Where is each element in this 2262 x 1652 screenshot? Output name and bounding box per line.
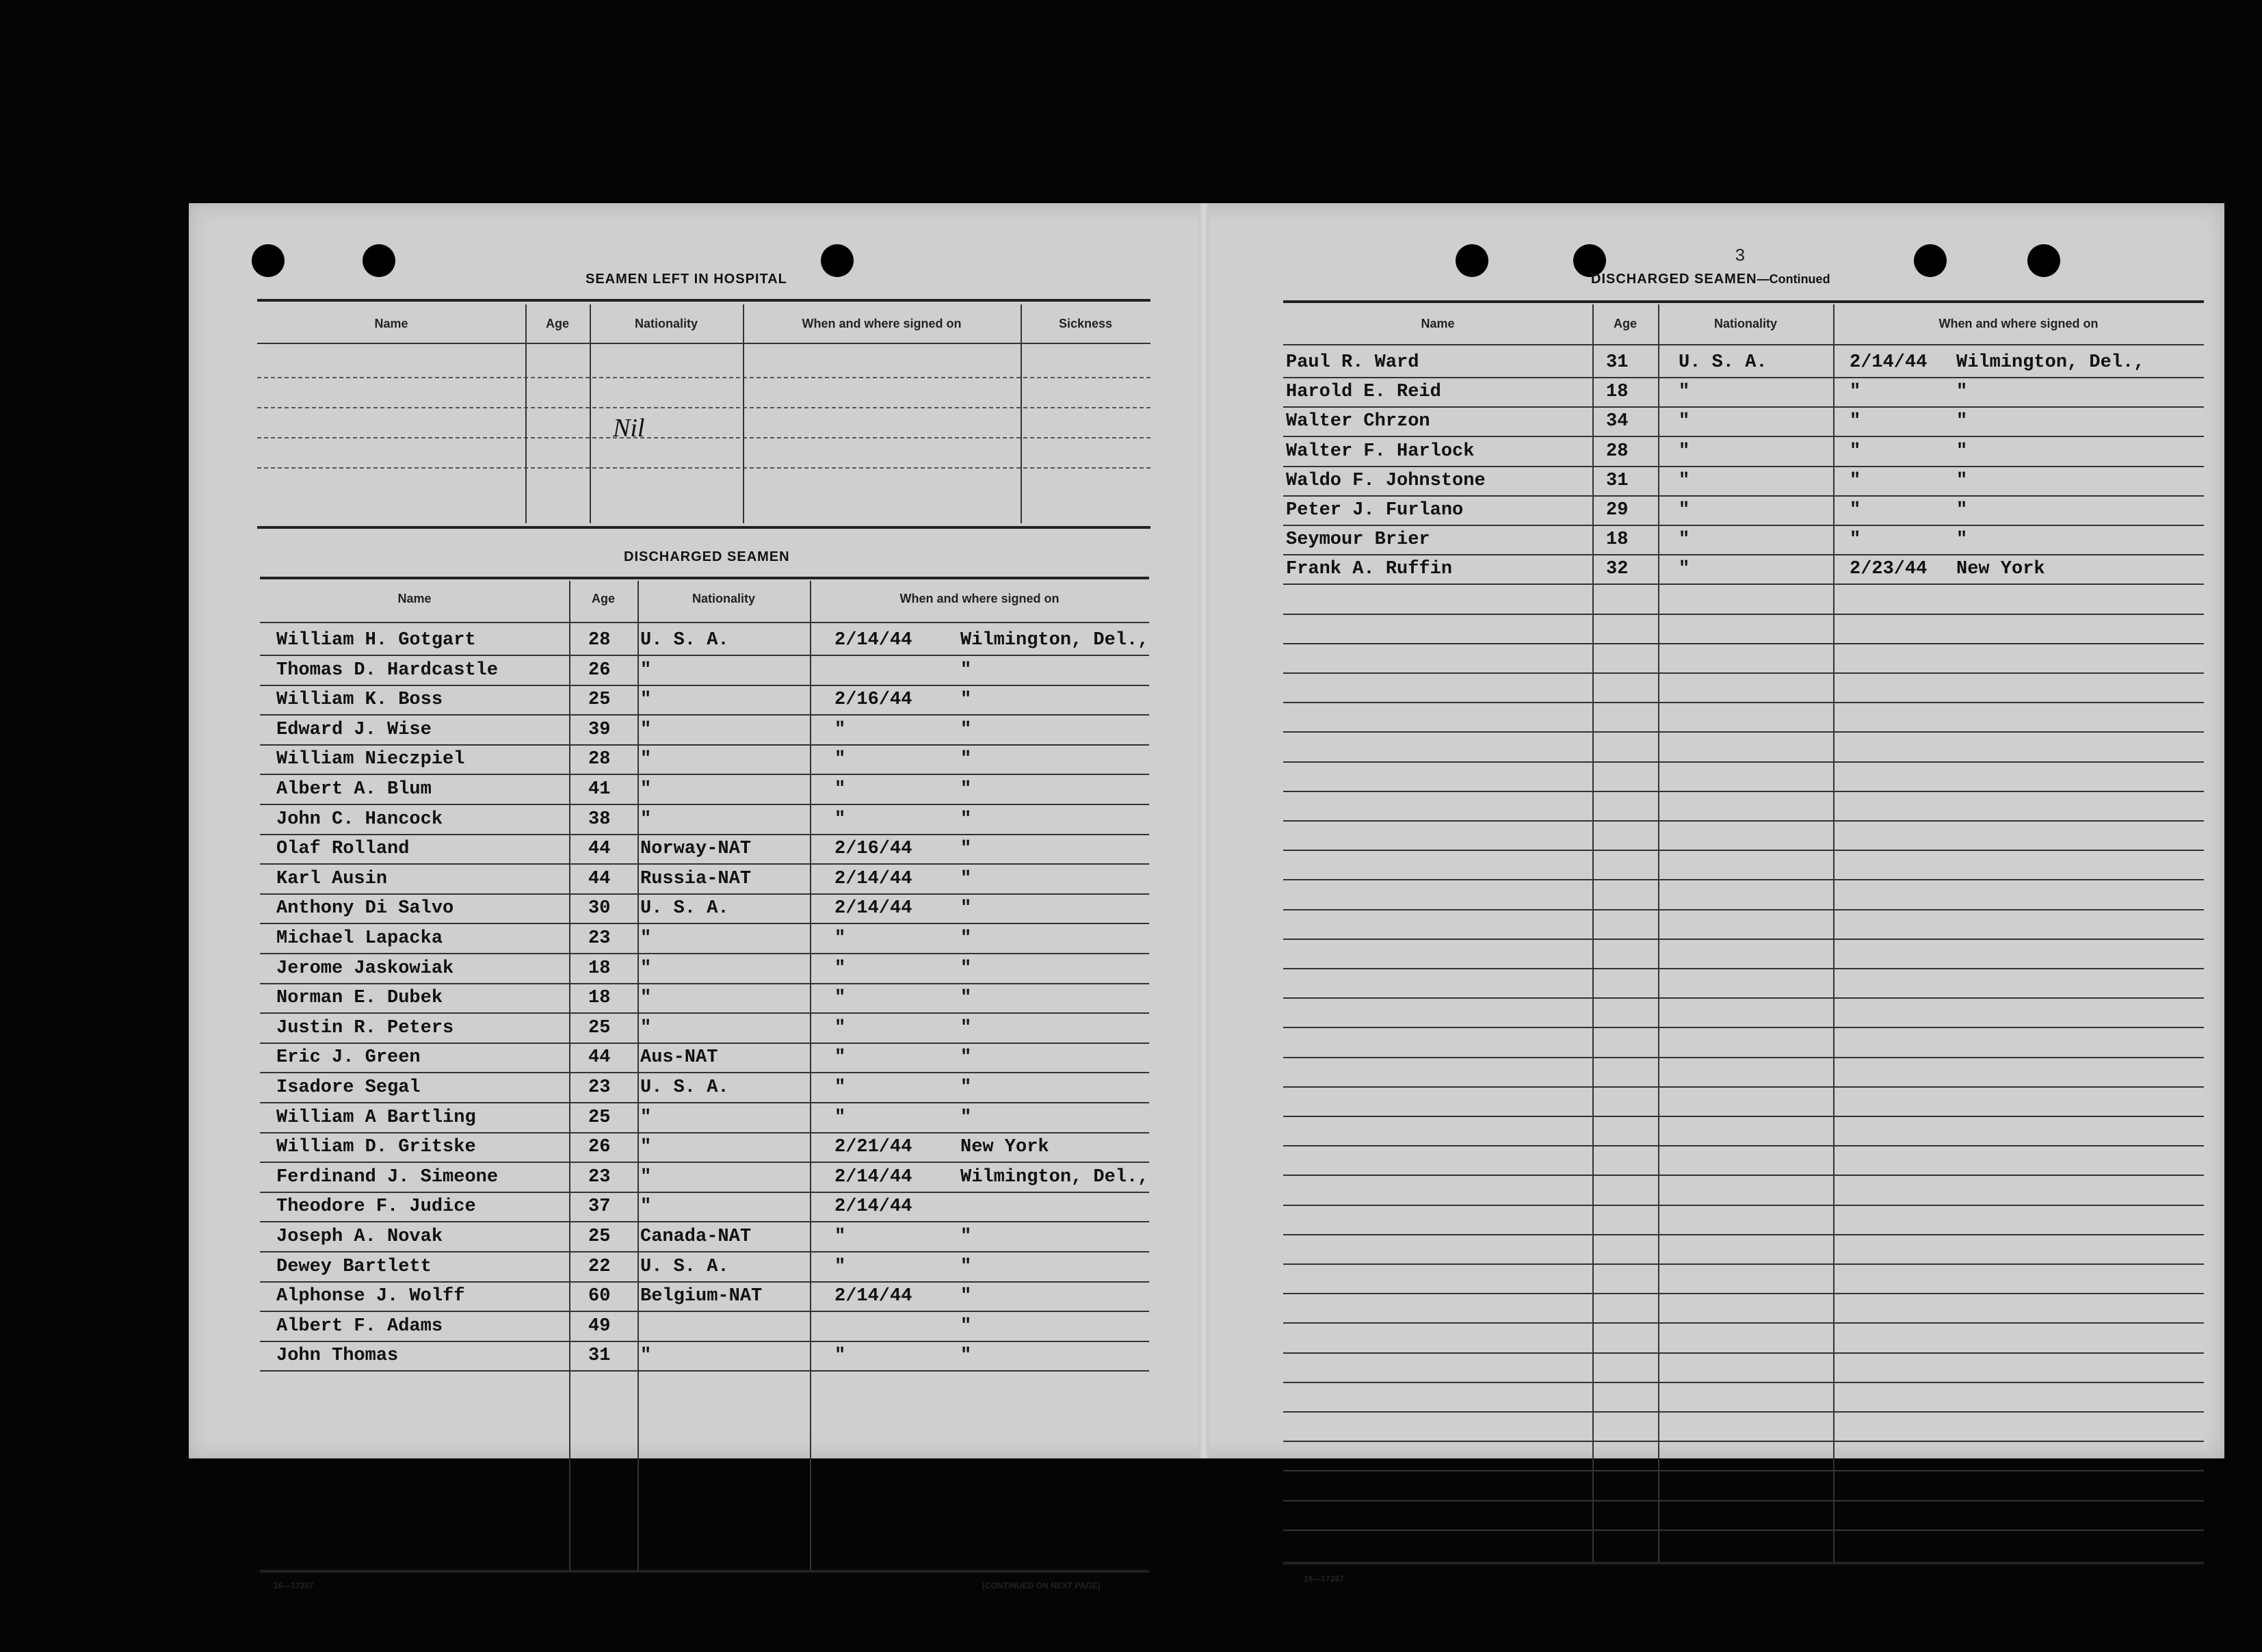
row-rule <box>1283 377 2204 378</box>
seaman-nationality: Canada-NAT <box>640 1227 752 1247</box>
seaman-age: 37 <box>588 1196 611 1218</box>
column-rule <box>1833 304 1834 1563</box>
signed-on-place: " <box>1956 470 1968 491</box>
signed-on-place: " <box>1956 500 1968 521</box>
hospital-header-age: Age <box>545 317 569 330</box>
seaman-nationality: " <box>640 1017 652 1038</box>
seaman-nationality: Belgium-NAT <box>640 1286 763 1307</box>
row-rule <box>1283 702 2204 703</box>
seaman-age: 26 <box>588 1137 611 1158</box>
seaman-name: Theodore F. Judice <box>276 1196 476 1218</box>
discharged-section-title: DISCHARGED SEAMEN <box>624 549 790 564</box>
seaman-age: 28 <box>588 749 611 770</box>
seaman-age: 44 <box>588 1047 611 1068</box>
seaman-nationality: " <box>640 779 652 800</box>
seaman-nationality: U. S. A. <box>640 1077 729 1098</box>
seaman-age: 41 <box>588 779 611 800</box>
hospital-header-nationality: Nationality <box>634 317 698 330</box>
row-rule <box>260 1341 1149 1342</box>
seaman-name: Anthony Di Salvo <box>276 898 454 919</box>
row-rule <box>1283 1057 2204 1058</box>
seaman-name: Albert A. Blum <box>276 779 432 800</box>
seaman-name: William Nieczpiel <box>276 749 465 770</box>
signed-on-place: " <box>960 1315 972 1337</box>
seaman-name: Olaf Rolland <box>276 839 410 860</box>
discharged-continued-title-main: DISCHARGED SEAMEN <box>1591 272 1757 287</box>
signed-on-place: " <box>1956 529 1968 551</box>
row-rule <box>260 923 1149 924</box>
signed-on-date: " <box>834 779 846 800</box>
signed-on-place: " <box>960 839 972 860</box>
right-header-age: Age <box>1613 317 1637 330</box>
signed-on-place: " <box>960 1047 972 1068</box>
seaman-nationality: U. S. A. <box>1679 352 1767 373</box>
signed-on-date: " <box>834 749 846 770</box>
table-rule <box>257 437 1150 438</box>
column-rule <box>590 304 591 523</box>
seaman-name: Ferdinand J. Simeone <box>276 1166 499 1188</box>
seaman-age: 25 <box>588 690 611 711</box>
signed-on-date: 2/14/44 <box>834 1196 912 1218</box>
row-rule <box>260 744 1149 746</box>
signed-on-date: " <box>834 1107 846 1128</box>
row-rule <box>1283 1500 2204 1502</box>
seaman-nationality: " <box>640 988 652 1009</box>
row-rule <box>260 685 1149 686</box>
signed-on-date: " <box>834 809 846 830</box>
seaman-nationality: " <box>640 958 652 979</box>
punch-hole <box>252 244 285 277</box>
signed-on-place: " <box>960 1227 972 1247</box>
signed-on-date: 2/14/44 <box>834 868 912 889</box>
seaman-name: Walter F. Harlock <box>1286 441 1475 462</box>
seaman-nationality: Aus-NAT <box>640 1047 718 1068</box>
seaman-age: 26 <box>588 659 611 681</box>
signed-on-place: " <box>960 928 972 949</box>
column-rule <box>743 304 744 523</box>
seaman-nationality: " <box>640 1196 652 1218</box>
seaman-nationality: Russia-NAT <box>640 868 752 889</box>
signed-on-place: " <box>960 809 972 830</box>
signed-on-place: " <box>960 690 972 711</box>
row-rule <box>1283 1530 2204 1531</box>
right-header-signed-on: When and where signed on <box>1938 317 2099 330</box>
seaman-name: Eric J. Green <box>276 1047 421 1068</box>
row-rule <box>260 953 1149 954</box>
signed-on-place: " <box>1956 441 1968 462</box>
row-rule <box>260 1102 1149 1103</box>
signed-on-date: " <box>834 958 846 979</box>
row-rule <box>1283 466 2204 467</box>
signed-on-place: " <box>960 749 972 770</box>
seaman-age: 18 <box>588 988 611 1009</box>
seaman-age: 18 <box>1606 382 1629 403</box>
seaman-name: Karl Ausin <box>276 868 388 889</box>
row-rule <box>1283 643 2204 644</box>
signed-on-place: " <box>960 1346 972 1367</box>
signed-on-place: Wilmington, Del., <box>960 1166 1149 1188</box>
seaman-name: Walter Chrzon <box>1286 411 1430 432</box>
column-rule <box>1021 304 1022 523</box>
column-rule <box>810 581 811 1571</box>
page-number: 3 <box>1735 246 1746 266</box>
seaman-nationality: " <box>640 928 652 949</box>
seaman-name: Justin R. Peters <box>276 1017 454 1038</box>
seaman-age: 60 <box>588 1286 611 1307</box>
row-rule <box>1283 1441 2204 1442</box>
seaman-nationality: " <box>640 659 652 681</box>
table-rule <box>257 467 1150 469</box>
seaman-age: 31 <box>1606 352 1629 373</box>
table-rule <box>260 577 1149 579</box>
seaman-name: Edward J. Wise <box>276 719 432 740</box>
table-rule <box>1283 1562 2204 1564</box>
table-rule <box>1283 344 2204 345</box>
signed-on-place: " <box>1956 411 1968 432</box>
seaman-name: Isadore Segal <box>276 1077 421 1098</box>
discharged-header-nationality: Nationality <box>692 592 755 605</box>
signed-on-place: " <box>960 1286 972 1307</box>
seaman-name: John C. Hancock <box>276 809 443 830</box>
discharged-continued-title-suffix: —Continued <box>1757 272 1830 286</box>
signed-on-date: " <box>834 988 846 1009</box>
seaman-age: 30 <box>588 898 611 919</box>
seaman-nationality: " <box>1679 382 1690 403</box>
seaman-nationality: U. S. A. <box>640 630 729 651</box>
seaman-name: William K. Boss <box>276 690 443 711</box>
row-rule <box>260 774 1149 775</box>
seaman-age: 18 <box>588 958 611 979</box>
punch-hole <box>2027 244 2060 277</box>
seaman-name: Alphonse J. Wolff <box>276 1286 465 1307</box>
row-rule <box>1283 1234 2204 1235</box>
punch-hole <box>1914 244 1947 277</box>
table-rule <box>257 299 1150 302</box>
seaman-age: 49 <box>588 1315 611 1337</box>
seaman-nationality: " <box>640 1107 652 1128</box>
row-rule <box>260 893 1149 895</box>
seaman-nationality: U. S. A. <box>640 898 729 919</box>
punch-hole <box>821 244 854 277</box>
hospital-header-signed-on: When and where signed on <box>802 317 962 330</box>
row-rule <box>260 983 1149 984</box>
discharged-header-age: Age <box>591 592 615 605</box>
table-rule <box>1283 300 2204 303</box>
row-rule <box>260 1192 1149 1193</box>
row-rule <box>1283 495 2204 497</box>
table-rule <box>257 343 1150 344</box>
column-rule <box>637 581 639 1571</box>
seaman-nationality: " <box>640 809 652 830</box>
seaman-nationality: " <box>1679 559 1690 580</box>
seaman-age: 44 <box>588 839 611 860</box>
signed-on-place: " <box>960 659 972 681</box>
hospital-header-sickness: Sickness <box>1058 317 1113 330</box>
row-rule <box>1283 436 2204 437</box>
right-header-nationality: Nationality <box>1713 317 1777 330</box>
seaman-nationality: " <box>640 1346 652 1367</box>
signed-on-date: 2/16/44 <box>834 839 912 860</box>
table-rule <box>257 377 1150 378</box>
row-rule <box>260 1221 1149 1222</box>
signed-on-date: " <box>834 1077 846 1098</box>
row-rule <box>260 863 1149 865</box>
signed-on-place: " <box>960 779 972 800</box>
signed-on-date: 2/14/44 <box>1850 352 1928 373</box>
signed-on-place: " <box>960 1017 972 1038</box>
seaman-name: Jerome Jaskowiak <box>276 958 454 979</box>
seaman-name: Norman E. Dubek <box>276 988 443 1009</box>
table-rule <box>257 407 1150 408</box>
row-rule <box>1283 731 2204 733</box>
row-rule <box>260 834 1149 835</box>
signed-on-date: 2/14/44 <box>834 1166 912 1188</box>
row-rule <box>1283 1411 2204 1413</box>
signed-on-place: " <box>960 719 972 740</box>
seaman-age: 29 <box>1606 500 1629 521</box>
punch-hole <box>363 244 395 277</box>
row-rule <box>1283 554 2204 555</box>
column-rule <box>1592 304 1594 1563</box>
seaman-age: 28 <box>1606 441 1629 462</box>
row-rule <box>260 1251 1149 1253</box>
signed-on-place: " <box>960 1107 972 1128</box>
row-rule <box>1283 1322 2204 1324</box>
seaman-nationality: " <box>640 1166 652 1188</box>
signed-on-date: " <box>834 928 846 949</box>
discharged-header-name: Name <box>397 592 432 605</box>
row-rule <box>1283 1116 2204 1117</box>
seaman-name: Thomas D. Hardcastle <box>276 659 499 681</box>
seaman-age: 25 <box>588 1107 611 1128</box>
row-rule <box>260 714 1149 716</box>
hospital-header-name: Name <box>374 317 408 330</box>
row-rule <box>1283 1352 2204 1354</box>
row-rule <box>1283 672 2204 674</box>
form-number: 16—17287 <box>274 1581 314 1590</box>
row-rule <box>1283 1263 2204 1265</box>
row-rule <box>1283 939 2204 940</box>
seaman-age: 39 <box>588 719 611 740</box>
signed-on-date: " <box>1850 500 1861 521</box>
signed-on-date: 2/21/44 <box>834 1137 912 1158</box>
row-rule <box>1283 820 2204 822</box>
seaman-age: 32 <box>1606 559 1629 580</box>
signed-on-date: " <box>1850 441 1861 462</box>
seaman-name: William H. Gotgart <box>276 630 476 651</box>
signed-on-place: " <box>960 868 972 889</box>
signed-on-place: New York <box>960 1137 1049 1158</box>
signed-on-date: " <box>1850 382 1861 403</box>
hospital-section-title: SEAMEN LEFT IN HOSPITAL <box>586 272 787 287</box>
row-rule <box>1283 791 2204 792</box>
row-rule <box>1283 1027 2204 1028</box>
form-number: 16—17287 <box>1304 1574 1344 1584</box>
seaman-age: 23 <box>588 928 611 949</box>
signed-on-date: " <box>834 1017 846 1038</box>
document-sheet <box>189 203 2224 1590</box>
hospital-nil-entry: Nil <box>613 414 645 443</box>
row-rule <box>1283 1175 2204 1176</box>
signed-on-place: " <box>960 988 972 1009</box>
seaman-age: 25 <box>588 1227 611 1247</box>
seaman-name: William A Bartling <box>276 1107 476 1128</box>
seaman-nationality: " <box>640 690 652 711</box>
row-rule <box>1283 406 2204 408</box>
row-rule <box>260 1370 1149 1372</box>
row-rule <box>260 1311 1149 1312</box>
seaman-age: 31 <box>588 1346 611 1367</box>
seaman-nationality: " <box>640 749 652 770</box>
signed-on-date: " <box>834 1047 846 1068</box>
signed-on-place: New York <box>1956 559 2045 580</box>
right-header-name: Name <box>1421 317 1455 330</box>
signed-on-date: 2/14/44 <box>834 898 912 919</box>
seaman-nationality: U. S. A. <box>640 1256 729 1277</box>
signed-on-date: " <box>834 1256 846 1277</box>
row-rule <box>260 1162 1149 1163</box>
seaman-nationality: " <box>640 1137 652 1158</box>
punch-hole <box>1456 244 1488 277</box>
seaman-name: William D. Gritske <box>276 1137 476 1158</box>
signed-on-date: 2/23/44 <box>1850 559 1928 580</box>
seaman-name: John Thomas <box>276 1346 399 1367</box>
column-rule <box>569 581 570 1571</box>
row-rule <box>1283 1470 2204 1471</box>
signed-on-date: " <box>834 1346 846 1367</box>
seaman-name: Seymour Brier <box>1286 529 1430 551</box>
seaman-age: 28 <box>588 630 611 651</box>
seaman-nationality: " <box>1679 529 1690 551</box>
row-rule <box>260 1012 1149 1014</box>
row-rule <box>1283 761 2204 763</box>
seaman-nationality: " <box>1679 441 1690 462</box>
signed-on-date: " <box>834 719 846 740</box>
row-rule <box>260 1281 1149 1283</box>
row-rule <box>1283 1205 2204 1206</box>
seaman-age: 34 <box>1606 411 1629 432</box>
seaman-name: Waldo F. Johnstone <box>1286 470 1486 491</box>
row-rule <box>1283 879 2204 880</box>
signed-on-place: Wilmington, Del., <box>1956 352 2145 373</box>
signed-on-date: " <box>1850 529 1861 551</box>
seaman-nationality: " <box>1679 470 1690 491</box>
seaman-age: 22 <box>588 1256 611 1277</box>
seaman-name: Dewey Bartlett <box>276 1256 432 1277</box>
seaman-name: Albert F. Adams <box>276 1315 443 1337</box>
seaman-name: Paul R. Ward <box>1286 352 1419 373</box>
row-rule <box>260 804 1149 805</box>
seaman-nationality: " <box>1679 500 1690 521</box>
seaman-name: Peter J. Furlano <box>1286 500 1464 521</box>
seaman-name: Michael Lapacka <box>276 928 443 949</box>
seaman-name: Frank A. Ruffin <box>1286 559 1453 580</box>
row-rule <box>1283 1382 2204 1383</box>
signed-on-place: " <box>960 1077 972 1098</box>
row-rule <box>1283 525 2204 526</box>
seaman-name: Harold E. Reid <box>1286 382 1441 403</box>
page-fold <box>1199 203 1209 1458</box>
row-rule <box>1283 850 2204 851</box>
signed-on-date: 2/14/44 <box>834 630 912 651</box>
row-rule <box>1283 1293 2204 1294</box>
seaman-age: 25 <box>588 1017 611 1038</box>
row-rule <box>1283 1086 2204 1088</box>
seaman-nationality: " <box>1679 411 1690 432</box>
row-rule <box>1283 997 2204 999</box>
seaman-nationality: " <box>640 719 652 740</box>
row-rule <box>260 1043 1149 1044</box>
seaman-nationality: Norway-NAT <box>640 839 752 860</box>
row-rule <box>260 1072 1149 1073</box>
row-rule <box>1283 584 2204 585</box>
signed-on-date: 2/16/44 <box>834 690 912 711</box>
signed-on-date: 2/14/44 <box>834 1286 912 1307</box>
column-rule <box>1658 304 1659 1563</box>
continued-note: [CONTINUED ON NEXT PAGE] <box>982 1581 1101 1590</box>
row-rule <box>260 1132 1149 1133</box>
column-rule <box>525 304 527 523</box>
table-rule <box>260 1570 1149 1573</box>
signed-on-place: " <box>1956 382 1968 403</box>
discharged-header-signed-on: When and where signed on <box>899 592 1060 605</box>
seaman-age: 31 <box>1606 470 1629 491</box>
seaman-age: 44 <box>588 868 611 889</box>
signed-on-place: Wilmington, Del., <box>960 630 1149 651</box>
row-rule <box>260 655 1149 656</box>
signed-on-date: " <box>1850 470 1861 491</box>
row-rule <box>1283 614 2204 615</box>
row-rule <box>1283 1145 2204 1146</box>
seaman-age: 38 <box>588 809 611 830</box>
row-rule <box>1283 968 2204 969</box>
seaman-age: 23 <box>588 1166 611 1188</box>
seaman-age: 18 <box>1606 529 1629 551</box>
seaman-age: 23 <box>588 1077 611 1098</box>
signed-on-date: " <box>834 1227 846 1247</box>
signed-on-date: " <box>1850 411 1861 432</box>
table-rule <box>260 622 1149 623</box>
signed-on-place: " <box>960 898 972 919</box>
signed-on-place: " <box>960 1256 972 1277</box>
discharged-continued-title <box>1591 272 1830 287</box>
seaman-name: Joseph A. Novak <box>276 1227 443 1247</box>
table-rule <box>257 526 1150 529</box>
row-rule <box>1283 909 2204 910</box>
signed-on-place: " <box>960 958 972 979</box>
